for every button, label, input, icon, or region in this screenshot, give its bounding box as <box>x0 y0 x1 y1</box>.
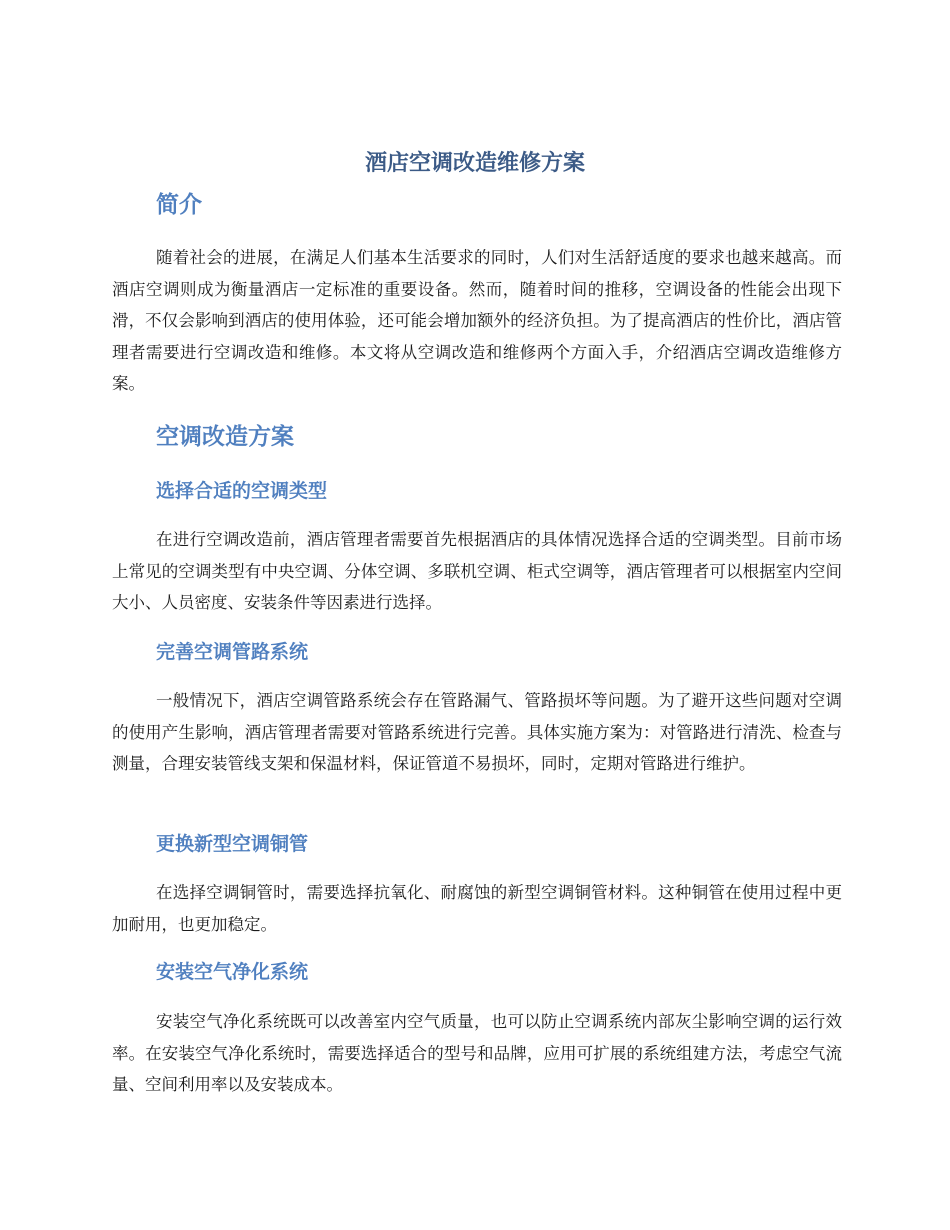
subsection-heading-copper-pipe: 更换新型空调铜管 <box>156 833 309 855</box>
subsection-heading-ac-type: 选择合适的空调类型 <box>156 480 328 502</box>
section-heading-retrofit-plan: 空调改造方案 <box>156 424 294 450</box>
section-heading-intro: 简介 <box>156 192 202 218</box>
copper-pipe-paragraph: 在选择空调铜管时，需要选择抗氧化、耐腐蚀的新型空调铜管材料。这种铜管在使用过程中更加耐用，也更加稳定。 <box>112 883 842 934</box>
ac-type-paragraph: 在进行空调改造前，酒店管理者需要首先根据酒店的具体情况选择合适的空调类型。目前市场上常见的空调类型有中央空调、分体空调、多联机空调、柜式空调等，酒店管理者可以根据室内空间大小、人员密度、安装条件等因素进行选择。 <box>112 530 842 612</box>
air-purification-paragraph: 安装空气净化系统既可以改善室内空气质量，也可以防止空调系统内部灰尘影响空调的运行效率。在安装空气净化系统时，需要选择适合的型号和品牌，应用可扩展的系统组建方法，考虑空气流量、空间利用率以及安装成本。 <box>112 1012 842 1094</box>
piping-system-paragraph: 一般情况下，酒店空调管路系统会存在管路漏气、管路损坏等问题。为了避开这些问题对空调的使用产生影响，酒店管理者需要对管路系统进行完善。具体实施方案为：对管路进行清洗、检查与测量，合理安装管线支架和保温材料，保证管道不易损坏，同时，定期对管路进行维护。 <box>112 691 842 773</box>
subsection-heading-piping-system: 完善空调管路系统 <box>156 641 309 663</box>
intro-paragraph: 随着社会的进展，在满足人们基本生活要求的同时，人们对生活舒适度的要求也越来越高。而酒店空调则成为衡量酒店一定标准的重要设备。然而，随着时间的推移，空调设备的性能会出现下滑，不仅会影响到酒店的使用体验，还可能会增加额外的经济负担。为了提高酒店的性价比，酒店管理者需要进行空调改造和维修。本文将从空调改造和维修两个方面入手，介绍酒店空调改造维修方案。 <box>112 248 842 393</box>
document-title: 酒店空调改造维修方案 <box>364 151 585 176</box>
subsection-heading-air-purification: 安装空气净化系统 <box>156 961 309 983</box>
